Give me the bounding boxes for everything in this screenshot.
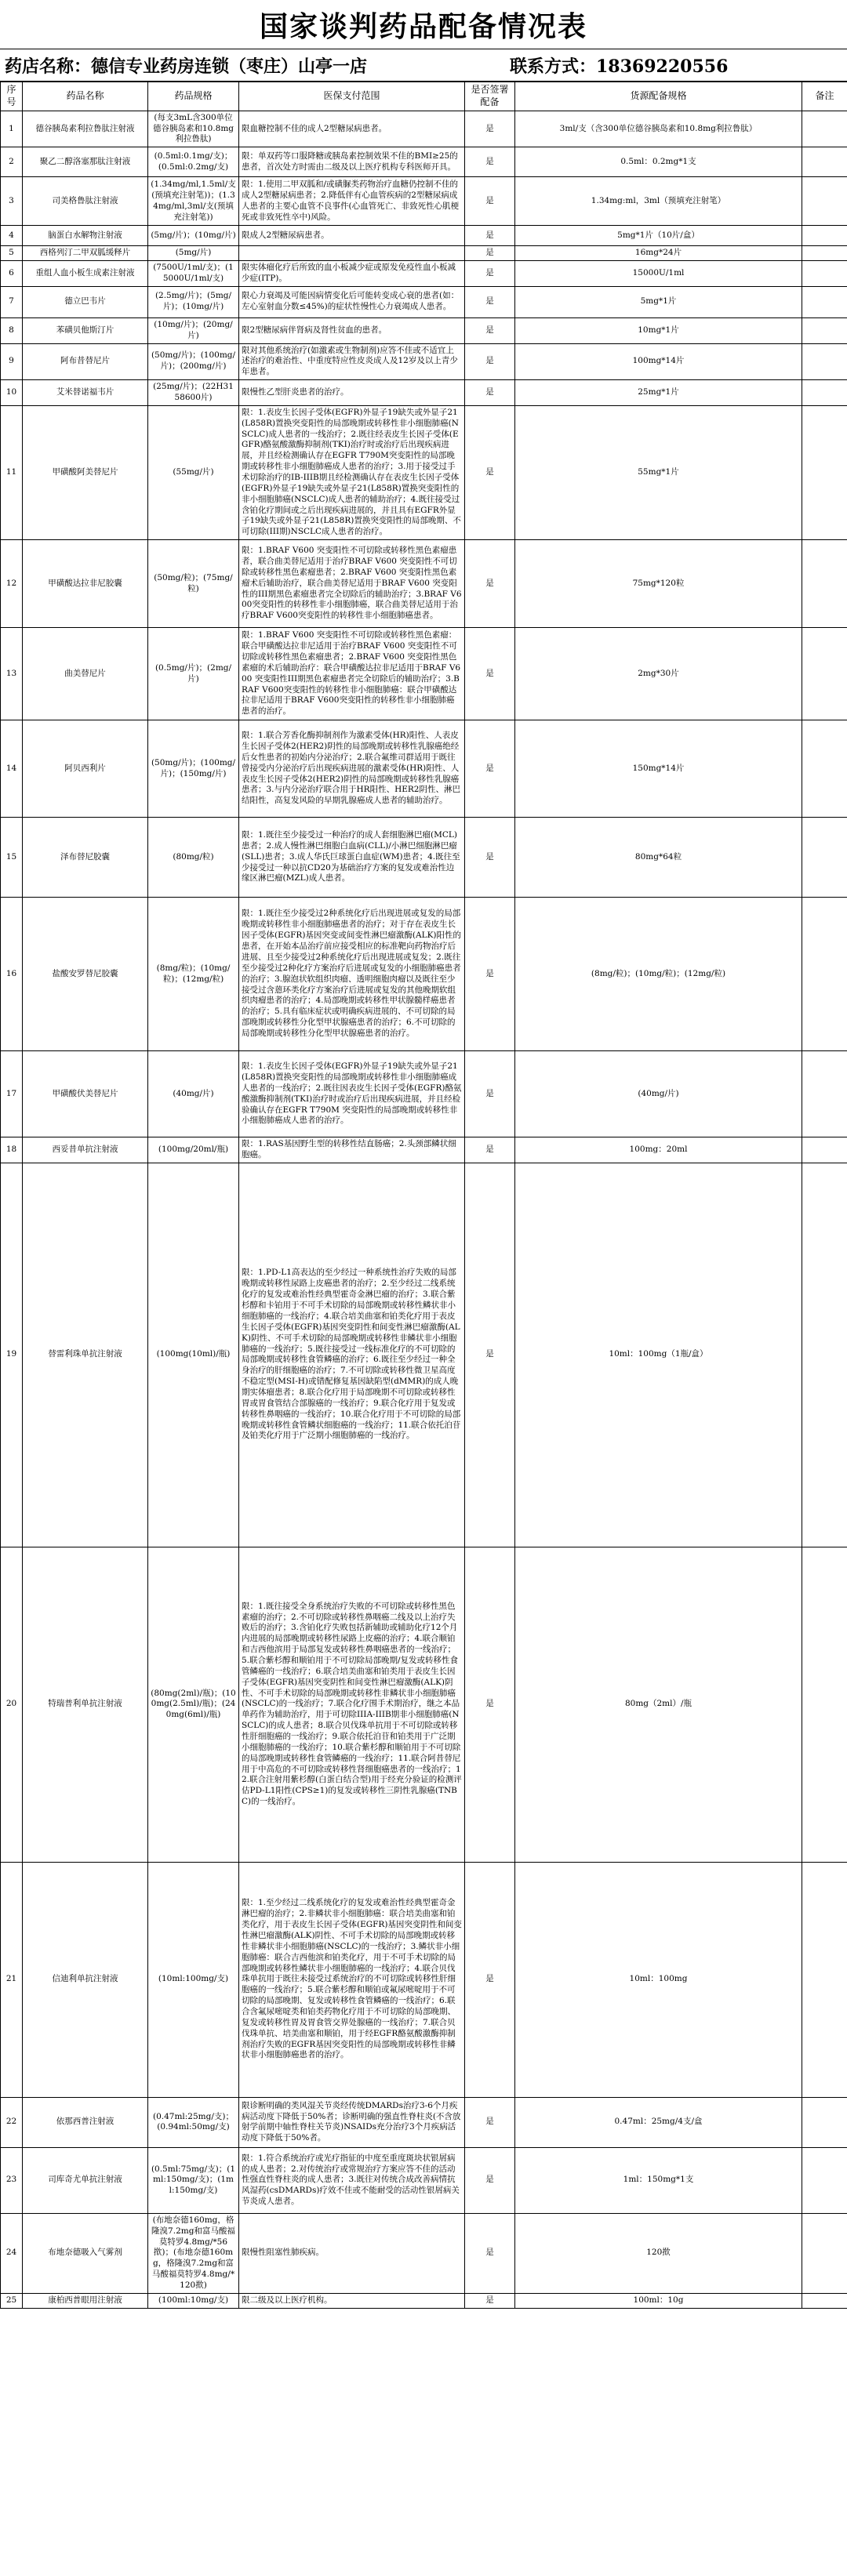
- cell-no: 18: [1, 1137, 23, 1163]
- header-name: 药品名称: [23, 82, 148, 111]
- cell-scope: 限：1.RAS基因野生型的转移性结直肠癌；2.头颈部鳞状细胞癌。: [239, 1137, 465, 1163]
- cell-signed: 是: [465, 177, 515, 226]
- cell-note: [802, 628, 847, 720]
- cell-name: 德谷胰岛素利拉鲁肽注射液: [23, 111, 148, 147]
- table-row: [1, 177, 847, 226]
- cell-note: [802, 2097, 847, 2147]
- cell-signed: 是: [465, 540, 515, 628]
- cell-supply: 10ml：100mg: [515, 1862, 802, 2097]
- cell-no: 5: [1, 246, 23, 261]
- table-row: [1, 1163, 847, 1547]
- cell-supply: 80mg*64粒: [515, 818, 802, 898]
- cell-supply: (40mg/片): [515, 1051, 802, 1137]
- table-row: [1, 720, 847, 818]
- cell-name: 司美格鲁肽注射液: [23, 177, 148, 226]
- cell-scope: 限：1.PD-L1高表达的至少经过一种系统性治疗失败的局部晚期或转移性尿路上皮癌患者的治疗；2.至少经过二线系统化疗的复发或难治性经典型霍奇金淋巴瘤的治疗；3.联合紫杉醇和卡铂用于不可手术切除的局部晚期或转移性鳞状非小细胞肺癌的一线治疗；4.联合培美曲塞和铂类化疗用于表皮生长因子受体(EGFR)基因突变阴性和间变性淋巴瘤激酶(ALK)阴性、不可手术切除的局部晚期或转移性非鳞状非小细胞肺癌的一线治疗；5.既往接受过一线标准化疗的不可切除的局部晚期或转移性食管鳞癌的治疗；6.既往至少经过一种全身治疗的肝细胞癌的治疗；7.不可切除或转移性微卫星高度不稳定型(MSI-H)或错配修复基因缺陷型(dMMR)的成人晚期实体瘤患者；8.联合化疗用于局部晚期不可切除或转移性胃或胃食管结合部腺癌的一线治疗；9.联合化疗用于复发或转移性鼻咽癌的一线治疗；10.联合化疗用于不可切除的局部晚期或转移性食管鳞状细胞癌的一线治疗；11.联合依托泊苷及铂类化疗用于广泛期小细胞肺癌的一线治疗。: [239, 1163, 465, 1547]
- cell-note: [802, 818, 847, 898]
- cell-name: 德立巴韦片: [23, 286, 148, 317]
- cell-note: [802, 1051, 847, 1137]
- cell-note: [802, 343, 847, 380]
- cell-spec: (50mg/片)；(100mg/片)；(150mg/片): [148, 720, 239, 818]
- cell-signed: 是: [465, 818, 515, 898]
- cell-note: [802, 286, 847, 317]
- cell-spec: (0.5ml:0.1mg/支)；(0.5ml:0.2mg/支): [148, 147, 239, 177]
- cell-name: 聚乙二醇洛塞那肽注射液: [23, 147, 148, 177]
- cell-supply: 3ml/支（含300单位德谷胰岛素和10.8mg利拉鲁肽）: [515, 111, 802, 147]
- cell-scope: 限对其他系统治疗(如激素或生物制剂)应答不佳或不适宜上述治疗的难治性、中重度特应性皮炎成人及12岁及以上青少年患者。: [239, 343, 465, 380]
- cell-no: 17: [1, 1051, 23, 1137]
- cell-no: 19: [1, 1163, 23, 1547]
- cell-name: 司库奇尤单抗注射液: [23, 2147, 148, 2213]
- cell-no: 15: [1, 818, 23, 898]
- cell-scope: 限心力衰竭及可能因病情变化后可能转变成心衰的患者(如：左心室射血分数≤45%)的症状性慢性心力衰竭成人患者。: [239, 286, 465, 317]
- cell-note: [802, 2213, 847, 2293]
- table-row: [1, 286, 847, 317]
- cell-signed: 是: [465, 628, 515, 720]
- cell-no: 21: [1, 1862, 23, 2097]
- cell-supply: 150mg*14片: [515, 720, 802, 818]
- cell-signed: 是: [465, 1862, 515, 2097]
- cell-name: 盐酸安罗替尼胶囊: [23, 898, 148, 1051]
- cell-signed: 是: [465, 261, 515, 287]
- store-info-row: [0, 49, 847, 82]
- cell-supply: 2mg*30片: [515, 628, 802, 720]
- cell-no: 16: [1, 898, 23, 1051]
- table-row: [1, 1051, 847, 1137]
- cell-scope: 限慢性乙型肝炎患者的治疗。: [239, 380, 465, 406]
- cell-name: 重组人血小板生成素注射液: [23, 261, 148, 287]
- cell-scope: [239, 246, 465, 261]
- cell-scope: 限：1.符合系统治疗或光疗指征的中度至重度斑块状银屑病的成人患者；2.对传统治疗或常规治疗方案应答不佳的活动性强直性脊柱炎的成人患者；3.既往对传统合成改善病情抗风湿药(csDMARDs)疗效不佳或不能耐受的活动性银屑病关节炎成人患者。: [239, 2147, 465, 2213]
- table-body: [1, 111, 847, 2308]
- cell-note: [802, 2147, 847, 2213]
- cell-spec: (每支3mL含300单位德谷胰岛素和10.8mg利拉鲁肽): [148, 111, 239, 147]
- table-row: [1, 405, 847, 539]
- cell-supply: 16mg*24片: [515, 246, 802, 261]
- cell-no: 24: [1, 2213, 23, 2293]
- cell-note: [802, 1862, 847, 2097]
- cell-spec: (布地奈德160mg，格隆溴7.2mg和富马酸福莫特罗4.8mg/*56揿)；(布地奈德160mg，格隆溴7.2mg和富马酸福莫特罗4.8mg/*120揿): [148, 2213, 239, 2293]
- cell-no: 12: [1, 540, 23, 628]
- cell-scope: 限：1.至少经过二线系统化疗的复发或难治性经典型霍奇金淋巴瘤的治疗；2.非鳞状非小细胞肺癌：联合培美曲塞和铂类化疗，用于表皮生长因子受体(EGFR)基因突变阴性和间变性淋巴瘤激酶(ALK)阴性、不可手术切除的局部晚期或转移性非鳞状非小细胞肺癌(NSCLC)的一线治疗；3.鳞状非小细胞肺癌：联合吉西他滨和铂类化疗，用于不可手术切除的局部晚期或转移性鳞状非小细胞肺癌的一线治疗；4.联合贝伐珠单抗用于既往未接受过系统治疗的不可切除或转移性肝细胞癌的一线治疗；5.联合紫杉醇和顺铂或氟尿嘧啶用于不可切除的局部晚期、复发或转移性食管鳞癌的一线治疗；6.联合含氟尿嘧啶类和铂类药物化疗用于不可切除的局部晚期、复发或转移性胃及胃食管交界处腺癌的一线治疗；7.联合贝伐珠单抗、培美曲塞和顺铂，用于经EGFR酪氨酸激酶抑制剂治疗失败的EGFR基因突变阳性的局部晚期或转移性非鳞状非小细胞肺癌患者的治疗。: [239, 1862, 465, 2097]
- cell-spec: (10mg/片)；(20mg/片): [148, 317, 239, 343]
- cell-supply: 55mg*1片: [515, 405, 802, 539]
- cell-signed: 是: [465, 2293, 515, 2308]
- cell-note: [802, 226, 847, 246]
- cell-supply: 100mg：20ml: [515, 1137, 802, 1163]
- cell-no: 2: [1, 147, 23, 177]
- cell-name: 阿布昔替尼片: [23, 343, 148, 380]
- cell-name: 甲磺酸达拉非尼胶囊: [23, 540, 148, 628]
- table-row: [1, 1862, 847, 2097]
- cell-supply: 1.34mg:ml，3ml（预填充注射笔）: [515, 177, 802, 226]
- cell-name: 曲美替尼片: [23, 628, 148, 720]
- cell-spec: (55mg/片): [148, 405, 239, 539]
- cell-scope: 限：1.使用二甲双胍和/或磺脲类药物治疗血糖仍控制不佳的成人2型糖尿病患者；2.降低伴有心血管疾病的2型糖尿病成人患者的主要心血管不良事件(心血管死亡、非致死性心肌梗死或非致死性卒中)风险。: [239, 177, 465, 226]
- cell-note: [802, 405, 847, 539]
- table-row: [1, 1547, 847, 1862]
- cell-name: 甲磺酸阿美替尼片: [23, 405, 148, 539]
- cell-name: 西妥昔单抗注射液: [23, 1137, 148, 1163]
- cell-scope: 限：1.既往至少接受过2种系统化疗后出现进展或复发的局部晚期或转移性非小细胞肺癌患者的治疗；对于存在表皮生长因子受体(EGFR)基因突变或间变性淋巴瘤激酶(ALK)阳性的患者，在开始本品治疗前应接受相应的标准靶向药物治疗后进展、且至少接受过2种系统化疗后出现进展或复发；2.既往至少接受过2种化疗方案治疗后进展或复发的小细胞肺癌患者的治疗；3.腺泡状软组织肉瘤、透明细胞肉瘤以及既往至少接受过含蒽环类化疗方案治疗后进展或复发的其他晚期软组织肉瘤患者的治疗；4.局部晚期或转移性甲状腺髓样癌患者的治疗；5.具有临床症状或明确疾病进展的、不可切除的局部晚期或转移性分化型甲状腺癌患者的治疗；6.不可切除的局部晚期或转移性分化型甲状腺癌患者的治疗。: [239, 898, 465, 1051]
- cell-no: 10: [1, 380, 23, 406]
- cell-scope: 限：1.既往至少接受过一种治疗的成人套细胞淋巴瘤(MCL)患者；2.成人慢性淋巴细胞白血病(CLL)/小淋巴细胞淋巴瘤(SLL)患者；3.成人华氏巨球蛋白血症(WM)患者；4.既往至少接受过一种以抗CD20为基础治疗方案的复发或难治性边缘区淋巴瘤(MZL)成人患者。: [239, 818, 465, 898]
- cell-name: 特瑞普利单抗注射液: [23, 1547, 148, 1862]
- cell-scope: 限：1.BRAF V600 突变阳性不可切除或转移性黑色素瘤患者，联合曲美替尼适用于治疗BRAF V600 突变阳性不可切除或转移性黑色素瘤患者；2.BRAF V600 突变阳性黑色素瘤术后辅助治疗，联合曲美替尼适用于BRAF V600 突变阳性的III期黑色素瘤患者完全切除后的辅助治疗；3.BRAF V600突变阳性的转移性非小细胞肺癌，联合曲美替尼适用于治疗BRAF V600突变阳性的转移性非小细胞肺癌患者。: [239, 540, 465, 628]
- store-name: 药店名称：德信专业药房连锁（枣庄）山亭一店: [5, 56, 368, 77]
- cell-note: [802, 1163, 847, 1547]
- cell-note: [802, 111, 847, 147]
- cell-signed: 是: [465, 720, 515, 818]
- title-row: [0, 0, 847, 49]
- cell-supply: 75mg*120粒: [515, 540, 802, 628]
- cell-scope: 限：1.表皮生长因子受体(EGFR)外显子19缺失或外显子21(L858R)置换突变阳性的局部晚期或转移性非小细胞肺癌成人患者的一线治疗；2.既往因表皮生长因子受体(EGFR)酪氨酸激酶抑制剂(TKI)治疗时或治疗后出现疾病进展，并且经检验确认存在EGFR T790M 突变阳性的局部晚期或转移性非小细胞肺癌成人患者的治疗。: [239, 1051, 465, 1137]
- cell-spec: (8mg/粒)；(10mg/粒)；(12mg/粒): [148, 898, 239, 1051]
- cell-scope: 限：1.既往接受全身系统治疗失败的不可切除或转移性黑色素瘤的治疗；2.不可切除或转移性鼻咽癌二线及以上治疗失败后的治疗；3.含铂化疗失败包括新辅助或辅助化疗12个月内进展的局部晚期或转移性尿路上皮癌的治疗；4.联合顺铂和吉西他滨用于局部复发或转移性鼻咽癌患者的一线治疗；5.联合紫杉醇和顺铂用于不可切除局部晚期/复发或转移性食管鳞癌的一线治疗；6.联合培美曲塞和铂类用于表皮生长因子受体(EGFR)基因突变阴性和间变性淋巴瘤激酶(ALK)阴性、不可手术切除的局部晚期或转移性非鳞状非小细胞肺癌(NSCLC)的一线治疗；7.联合化疗围手术期治疗，继之本品单药作为辅助治疗，用于可切除IIIA-IIIB期非小细胞肺癌(NSCLC)的成人患者；8.联合贝伐珠单抗用于不可切除或转移性肝细胞癌的一线治疗；9.联合依托泊苷和铂类用于广泛期小细胞肺癌的一线治疗；10.联合紫杉醇和顺铂用于不可切除的局部晚期或转移性食管鳞癌的一线治疗；11.联合阿昔替尼用于中高危的不可切除或转移性肾细胞癌患者的一线治疗；12.联合注射用紫杉醇(白蛋白结合型)用于经充分验证的检测评估PD-L1阳性(CPS≥1)的复发或转移性三阴性乳腺癌(TNBC)的一线治疗。: [239, 1547, 465, 1862]
- cell-signed: 是: [465, 343, 515, 380]
- cell-name: 康柏西普眼用注射液: [23, 2293, 148, 2308]
- cell-signed: 是: [465, 246, 515, 261]
- cell-note: [802, 177, 847, 226]
- cell-note: [802, 317, 847, 343]
- cell-scope: 限成人2型糖尿病患者。: [239, 226, 465, 246]
- cell-spec: (80mg(2ml)/瓶)；(100mg(2.5ml)/瓶)；(240mg(6ml)/瓶): [148, 1547, 239, 1862]
- cell-spec: (0.5mg/片)；(2mg/片): [148, 628, 239, 720]
- table-row: [1, 226, 847, 246]
- cell-spec: (7500U/1ml/支)；(15000U/1ml/支): [148, 261, 239, 287]
- cell-supply: 15000U/1ml: [515, 261, 802, 287]
- cell-spec: (10ml:100mg/支): [148, 1862, 239, 2097]
- cell-note: [802, 898, 847, 1051]
- cell-scope: 限二级及以上医疗机构。: [239, 2293, 465, 2308]
- table-row: [1, 147, 847, 177]
- cell-name: 甲磺酸伏美替尼片: [23, 1051, 148, 1137]
- cell-spec: (50mg/片)；(100mg/片)；(200mg/片): [148, 343, 239, 380]
- cell-signed: 是: [465, 405, 515, 539]
- cell-scope: 限：1.表皮生长因子受体(EGFR)外显子19缺失或外显子21(L858R)置换突变阳性的局部晚期或转移性非小细胞肺癌(NSCLC)成人患者的一线治疗；2.既往经表皮生长因子受体(EGFR)酪氨酸激酶抑制剂(TKI)治疗时或治疗后出现疾病进展，并且经检测确认存在EGFR T790M突变阳性的局部晚期或转移性非小细胞肺癌成人患者的治疗；3.用于接受过手术切除治疗的IB-IIIB期且经检测确认存在表皮生长因子受体(EGFR)外显子19缺失或外显子21(L858R)置换突变阳性的非小细胞肺癌(NSCLC)成人患者的辅助治疗；4.既往接受过含铂化疗期间或之后出现疾病进展的，并且具有EGFR外显子19缺失或外显子21(L858R)置换突变阳性的局部晚期、不可切除(III期)NSCLC成人患者的治疗。: [239, 405, 465, 539]
- table-row: [1, 317, 847, 343]
- cell-note: [802, 720, 847, 818]
- cell-scope: 限2型糖尿病伴肾病及肾性贫血的患者。: [239, 317, 465, 343]
- cell-signed: 是: [465, 380, 515, 406]
- cell-spec: (25mg/片)；(22H3158600片): [148, 380, 239, 406]
- cell-spec: (5mg/片): [148, 246, 239, 261]
- cell-signed: 是: [465, 2147, 515, 2213]
- drug-table: [0, 82, 847, 2309]
- cell-name: 西格列汀二甲双胍缓释片: [23, 246, 148, 261]
- header-spec: 药品规格: [148, 82, 239, 111]
- cell-supply: 0.5ml：0.2mg*1支: [515, 147, 802, 177]
- cell-no: 25: [1, 2293, 23, 2308]
- cell-no: 7: [1, 286, 23, 317]
- cell-note: [802, 261, 847, 287]
- cell-scope: 限慢性阻塞性肺疾病。: [239, 2213, 465, 2293]
- cell-signed: 是: [465, 317, 515, 343]
- table-row: [1, 2147, 847, 2213]
- header-signed: 是否签署配备: [465, 82, 515, 111]
- cell-note: [802, 246, 847, 261]
- table-row: [1, 2293, 847, 2308]
- table-row: [1, 2097, 847, 2147]
- cell-supply: 10mg*1片: [515, 317, 802, 343]
- cell-no: 23: [1, 2147, 23, 2213]
- cell-signed: 是: [465, 111, 515, 147]
- cell-supply: 120揿: [515, 2213, 802, 2293]
- cell-spec: (50mg/粒)；(75mg/粒): [148, 540, 239, 628]
- cell-no: 20: [1, 1547, 23, 1862]
- table-row: [1, 2213, 847, 2293]
- cell-name: 布地奈德吸入气雾剂: [23, 2213, 148, 2293]
- cell-scope: 限：单双药等口服降糖或胰岛素控制效果不佳的BMI≥25的患者，首次处方时需由二级及以上医疗机构专科医师开具。: [239, 147, 465, 177]
- cell-no: 14: [1, 720, 23, 818]
- cell-supply: 10ml：100mg（1瓶/盒）: [515, 1163, 802, 1547]
- cell-scope: 限实体瘤化疗后所致的血小板减少症或原发免疫性血小板减少症(ITP)。: [239, 261, 465, 287]
- cell-signed: 是: [465, 1163, 515, 1547]
- table-row: [1, 246, 847, 261]
- table-header-row: [1, 82, 847, 111]
- cell-name: 泽布替尼胶囊: [23, 818, 148, 898]
- cell-spec: (5mg/片)；(10mg/片): [148, 226, 239, 246]
- cell-spec: (80mg/粒): [148, 818, 239, 898]
- cell-spec: (100mg/20ml/瓶): [148, 1137, 239, 1163]
- cell-name: 阿贝西利片: [23, 720, 148, 818]
- header-supply: 货源配备规格: [515, 82, 802, 111]
- cell-spec: (2.5mg/片)；(5mg/片)；(10mg/片): [148, 286, 239, 317]
- cell-signed: 是: [465, 898, 515, 1051]
- header-note: 备注: [802, 82, 847, 111]
- table-row: [1, 898, 847, 1051]
- cell-name: 艾米替诺福韦片: [23, 380, 148, 406]
- cell-scope: 限诊断明确的类风湿关节炎经传统DMARDs治疗3-6个月疾病活动度下降低于50%者；诊断明确的强直性脊柱炎(不含放射学前期中轴性脊柱关节炎)NSAIDs充分治疗3个月疾病活动度下降低于50%者。: [239, 2097, 465, 2147]
- cell-supply: 100ml：10g: [515, 2293, 802, 2308]
- cell-scope: 限：1.BRAF V600 突变阳性不可切除或转移性黑色素瘤：联合甲磺酸达拉非尼适用于治疗BRAF V600 突变阳性不可切除或转移性黑色素瘤患者；2.BRAF V600 突变阳性黑色素瘤的术后辅助治疗：联合甲磺酸达拉非尼适用于BRAF V600 突变阳性III期黑色素瘤患者完全切除后的辅助治疗；3.BRAF V600突变阳性的转移性非小细胞肺癌：联合甲磺酸达拉非尼适用于BRAF V600突变阳性的转移性非小细胞肺癌患者的治疗。: [239, 628, 465, 720]
- cell-signed: 是: [465, 1051, 515, 1137]
- cell-no: 4: [1, 226, 23, 246]
- cell-no: 11: [1, 405, 23, 539]
- cell-signed: 是: [465, 226, 515, 246]
- cell-name: 依那西普注射液: [23, 2097, 148, 2147]
- table-row: [1, 628, 847, 720]
- cell-signed: 是: [465, 147, 515, 177]
- cell-no: 3: [1, 177, 23, 226]
- cell-name: 苯磺贝他斯汀片: [23, 317, 148, 343]
- page-title: 国家谈判药品配备情况表: [259, 10, 587, 43]
- cell-note: [802, 380, 847, 406]
- cell-supply: 5mg*1片（10片/盒）: [515, 226, 802, 246]
- cell-spec: (40mg/片): [148, 1051, 239, 1137]
- table-row: [1, 818, 847, 898]
- cell-supply: 100mg*14片: [515, 343, 802, 380]
- table-row: [1, 380, 847, 406]
- cell-signed: 是: [465, 1547, 515, 1862]
- cell-signed: 是: [465, 2097, 515, 2147]
- header-no: 序号: [1, 82, 23, 111]
- header-scope: 医保支付范围: [239, 82, 465, 111]
- cell-spec: (100mg(10ml)/瓶): [148, 1163, 239, 1547]
- store-contact: 联系方式：18369220556: [510, 56, 729, 77]
- cell-spec: (100ml:10mg/支): [148, 2293, 239, 2308]
- cell-name: 信迪利单抗注射液: [23, 1862, 148, 2097]
- cell-scope: 限：1.联合芳香化酶抑制剂作为激素受体(HR)阳性、人表皮生长因子受体2(HER2)阴性的局部晚期或转移性乳腺癌绝经后女性患者的初始内分泌治疗；2.联合氟维司群适用于既往曾接受内分泌治疗后出现疾病进展的激素受体(HR)阳性、人表皮生长因子受体2(HER2)阴性的局部晚期或转移性乳腺癌患者；3.与内分泌治疗联合用于HR阳性、HER2阴性、淋巴结阳性，高复发风险的早期乳腺癌成人患者的辅助治疗。: [239, 720, 465, 818]
- cell-no: 1: [1, 111, 23, 147]
- cell-supply: 80mg（2ml）/瓶: [515, 1547, 802, 1862]
- cell-signed: 是: [465, 1137, 515, 1163]
- cell-supply: 25mg*1片: [515, 380, 802, 406]
- cell-no: 9: [1, 343, 23, 380]
- cell-spec: (0.47ml:25mg/支)；(0.94ml:50mg/支): [148, 2097, 239, 2147]
- table-row: [1, 261, 847, 287]
- cell-scope: 限血糖控制不佳的成人2型糖尿病患者。: [239, 111, 465, 147]
- cell-note: [802, 1137, 847, 1163]
- cell-supply: 1ml：150mg*1支: [515, 2147, 802, 2213]
- cell-supply: 5mg*1片: [515, 286, 802, 317]
- table-row: [1, 343, 847, 380]
- cell-note: [802, 1547, 847, 1862]
- cell-no: 22: [1, 2097, 23, 2147]
- cell-note: [802, 147, 847, 177]
- cell-signed: 是: [465, 2213, 515, 2293]
- cell-name: 脑蛋白水解物注射液: [23, 226, 148, 246]
- cell-no: 8: [1, 317, 23, 343]
- cell-no: 6: [1, 261, 23, 287]
- cell-note: [802, 2293, 847, 2308]
- cell-supply: (8mg/粒)；(10mg/粒)；(12mg/粒): [515, 898, 802, 1051]
- table-row: [1, 1137, 847, 1163]
- cell-supply: 0.47ml：25mg/4支/盒: [515, 2097, 802, 2147]
- cell-note: [802, 540, 847, 628]
- cell-no: 13: [1, 628, 23, 720]
- cell-name: 替雷利珠单抗注射液: [23, 1163, 148, 1547]
- cell-signed: 是: [465, 286, 515, 317]
- table-row: [1, 540, 847, 628]
- cell-spec: (1.34mg/ml,1.5ml/支(预填充注射笔))；(1.34mg/ml,3ml/支(预填充注射笔)): [148, 177, 239, 226]
- table-row: [1, 111, 847, 147]
- cell-spec: (0.5ml:75mg/支)；(1ml:150mg/支)；(1ml:150mg/支): [148, 2147, 239, 2213]
